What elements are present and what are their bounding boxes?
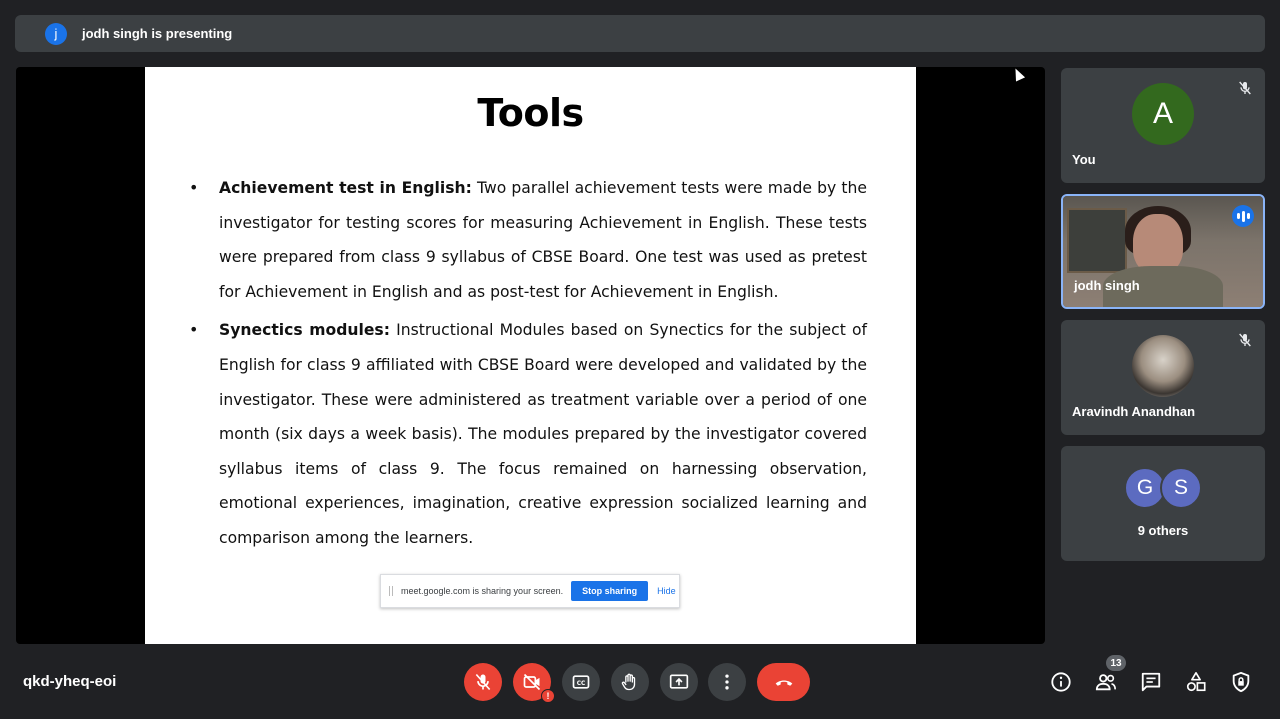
presentation-stage[interactable] (16, 67, 1045, 644)
present-screen-button[interactable] (660, 663, 698, 701)
screen-share-banner (380, 574, 680, 608)
share-banner-text: meet.google.com is sharing your screen. (401, 586, 564, 596)
others-count-label: 9 others (1137, 523, 1189, 538)
participant-tile-you[interactable] (1061, 68, 1265, 183)
bullet-dot-icon: • (189, 178, 199, 197)
mic-toggle-button[interactable] (464, 663, 502, 701)
bullet-dot-icon: • (189, 320, 199, 340)
hand-icon (620, 672, 640, 692)
participant-count-badge: 13 (1106, 655, 1126, 671)
leave-call-button[interactable] (757, 663, 810, 701)
presenting-status-text: jodh singh is presenting (82, 26, 233, 41)
avatar: G (1124, 467, 1166, 509)
more-vert-icon (717, 672, 737, 692)
participant-tile-jodh-singh[interactable] (1061, 194, 1265, 309)
activities-icon (1185, 671, 1207, 693)
video-background-board (1067, 208, 1127, 273)
hide-banner-button[interactable]: Hide (657, 586, 676, 596)
slide-bullet (189, 313, 867, 555)
closed-captions-icon (571, 672, 591, 692)
more-options-button[interactable] (708, 663, 746, 701)
raise-hand-button[interactable] (611, 663, 649, 701)
bullet-heading: Synectics modules: (219, 321, 390, 340)
slide-title: Tools (477, 91, 584, 135)
shield-lock-icon (1230, 671, 1252, 693)
mic-off-icon (1237, 80, 1253, 96)
presenter-avatar: j (45, 23, 67, 45)
chat-icon (1140, 671, 1162, 693)
avatar: A (1132, 83, 1194, 145)
stop-sharing-button[interactable]: Stop sharing (571, 581, 648, 601)
people-button[interactable] (1094, 670, 1118, 694)
avatar (1132, 335, 1194, 397)
camera-warning-icon: ! (541, 689, 555, 703)
activities-button[interactable] (1184, 670, 1208, 694)
shared-slide (145, 67, 916, 644)
info-icon (1050, 671, 1072, 693)
participant-name: You (1072, 152, 1096, 167)
bullet-text: Instructional Modules based on Synectics for the subject of English for class 9 affiliated with CBSE Board were developed and validated by the investigator. These were administered as treatment variable over a period of one month (six days a week basis). The modules prepared by the investigator covered syllabus items of class 9. The focus remained on harnessing observation, emotional experiences, imagination, creative expression socialized learning and comparison among the learners. (219, 321, 868, 547)
presenting-bar (15, 15, 1265, 52)
participant-tile-aravindh[interactable] (1061, 320, 1265, 435)
speaking-indicator-icon (1232, 205, 1254, 227)
host-controls-button[interactable] (1229, 670, 1253, 694)
present-screen-icon (669, 672, 689, 692)
slide-bullet (189, 171, 867, 309)
svg-text:CC: CC (576, 680, 586, 687)
slide-bullet-list (189, 171, 867, 560)
drag-handle-icon[interactable] (389, 586, 393, 596)
camera-off-icon (522, 672, 542, 692)
mic-off-icon (473, 672, 493, 692)
video-person-face (1133, 214, 1183, 274)
people-icon (1095, 671, 1117, 693)
participant-name: Aravindh Anandhan (1072, 404, 1196, 419)
meeting-code: qkd-yheq-eoi (23, 673, 117, 690)
camera-toggle-button[interactable] (513, 663, 551, 701)
chat-button[interactable] (1139, 670, 1163, 694)
avatar: S (1160, 467, 1202, 509)
others-tile[interactable] (1061, 446, 1265, 561)
meeting-details-button[interactable] (1049, 670, 1073, 694)
captions-button[interactable] (562, 663, 600, 701)
end-call-icon (771, 672, 797, 692)
bullet-text: Two parallel achievement tests were made by the investigator for testing scores for measuring Achievement in English. These tests were prepared from class 9 syllabus of CBSE Board. One test was used as pretest for Achievement in English and as post-test for Achievement in English. (219, 179, 868, 301)
bullet-heading: Achievement test in English: (219, 179, 472, 197)
mic-off-icon (1237, 332, 1253, 348)
participant-name: jodh singh (1074, 278, 1140, 293)
